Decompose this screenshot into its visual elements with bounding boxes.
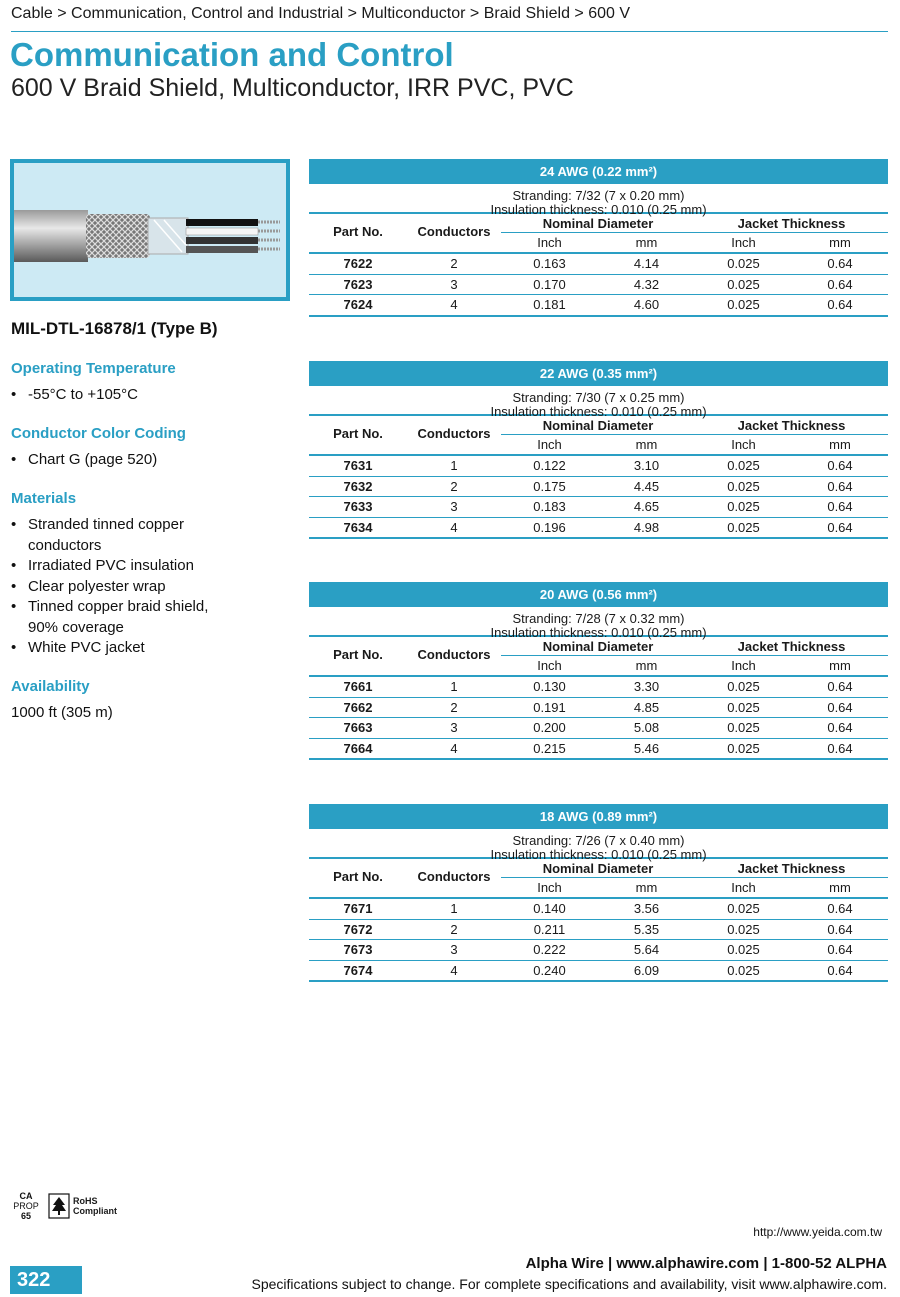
operating-temperature-item: • -55°C to +105°C xyxy=(11,386,138,403)
nominal-mm-cell: 5.64 xyxy=(633,942,660,957)
col-nominal-inch: Inch xyxy=(537,880,562,895)
jacket-inch-cell: 0.025 xyxy=(727,256,760,271)
conductors-cell: 3 xyxy=(450,276,458,292)
conductors-cell: 3 xyxy=(450,942,458,957)
nominal-inch-cell: 0.222 xyxy=(533,942,566,957)
materials-heading: Materials xyxy=(11,490,77,507)
table-row xyxy=(309,961,888,983)
header-divider xyxy=(501,655,888,656)
col-jacket-inch: Inch xyxy=(731,235,756,250)
jacket-mm-cell: 0.64 xyxy=(827,519,853,535)
spec-standard: MIL-DTL-16878/1 (Type B) xyxy=(11,319,218,338)
jacket-mm-cell: 0.64 xyxy=(827,679,853,694)
materials-item-continued: conductors xyxy=(28,537,102,554)
spec-table xyxy=(309,582,888,760)
insulation-text: Insulation thickness: 0.010 (0.25 mm) xyxy=(490,847,707,862)
col-jacket-mm: mm xyxy=(829,437,851,452)
stranding-text: Stranding: 7/28 (7 x 0.32 mm) xyxy=(512,611,685,626)
nominal-mm-cell: 3.56 xyxy=(633,901,660,916)
part-number-cell: 7671 xyxy=(343,901,373,916)
col-nominal-inch: Inch xyxy=(537,658,562,673)
jacket-inch-cell: 0.025 xyxy=(727,699,760,715)
nominal-inch-cell: 0.181 xyxy=(533,297,566,312)
part-number-cell: 7624 xyxy=(343,297,373,312)
jacket-inch-cell: 0.025 xyxy=(727,720,760,735)
table-info xyxy=(309,607,888,640)
nominal-mm-cell: 4.98 xyxy=(633,519,660,535)
col-nominal-diameter: Nominal Diameter xyxy=(542,216,654,231)
part-number-cell: 7631 xyxy=(343,458,373,473)
col-jacket-thickness: Jacket Thickness xyxy=(737,639,846,654)
table-row xyxy=(309,899,888,920)
conductors-cell: 4 xyxy=(450,519,458,535)
spec-table xyxy=(309,361,888,539)
color-coding-heading: Conductor Color Coding xyxy=(11,425,186,442)
jacket-mm-cell: 0.64 xyxy=(827,901,853,916)
jacket-mm-cell: 0.64 xyxy=(827,720,853,735)
nominal-inch-cell: 0.175 xyxy=(533,478,566,494)
table-row xyxy=(309,254,888,275)
table-row xyxy=(309,295,888,317)
breadcrumb: Cable > Communication, Control and Industrial > Multiconductor > Braid Shield > 600 V xyxy=(11,5,631,22)
part-number-cell: 7673 xyxy=(343,942,373,957)
materials-item: • Clear polyester wrap xyxy=(11,578,166,595)
table-column-headers xyxy=(309,637,888,677)
page-subtitle: 600 V Braid Shield, Multiconductor, IRR PVC, PVC xyxy=(11,74,574,102)
col-jacket-thickness: Jacket Thickness xyxy=(737,418,846,433)
col-conductors: Conductors xyxy=(417,869,491,884)
insulation-text: Insulation thickness: 0.010 (0.25 mm) xyxy=(490,202,707,217)
nominal-mm-cell: 4.65 xyxy=(633,499,660,514)
rohs-tree-icon xyxy=(48,1193,70,1219)
part-number-cell: 7663 xyxy=(343,720,373,735)
header-divider xyxy=(11,31,888,32)
col-jacket-inch: Inch xyxy=(731,437,756,452)
part-number-cell: 7674 xyxy=(343,962,373,978)
availability-heading: Availability xyxy=(11,678,90,695)
spec-table xyxy=(309,804,888,982)
stranding-text: Stranding: 7/32 (7 x 0.20 mm) xyxy=(512,188,685,203)
table-row xyxy=(309,940,888,961)
table-row xyxy=(309,677,888,698)
col-jacket-thickness: Jacket Thickness xyxy=(737,861,846,876)
materials-item-continued: 90% coverage xyxy=(28,619,124,636)
table-row xyxy=(309,518,888,540)
table-row xyxy=(309,456,888,477)
rohs-text: RoHS Compliant xyxy=(73,1196,117,1216)
col-jacket-inch: Inch xyxy=(731,658,756,673)
part-number-cell: 7634 xyxy=(343,519,373,535)
nominal-mm-cell: 5.46 xyxy=(633,740,660,756)
part-number-cell: 7662 xyxy=(343,699,373,715)
jacket-mm-cell: 0.64 xyxy=(827,458,853,473)
col-jacket-thickness: Jacket Thickness xyxy=(737,216,846,231)
part-number-cell: 7633 xyxy=(343,499,373,514)
conductors-cell: 2 xyxy=(450,921,458,937)
nominal-mm-cell: 4.60 xyxy=(633,297,660,312)
table-row xyxy=(309,477,888,498)
table-column-headers xyxy=(309,214,888,254)
operating-temperature-heading: Operating Temperature xyxy=(11,360,176,377)
jacket-mm-cell: 0.64 xyxy=(827,962,853,978)
conductors-cell: 4 xyxy=(450,962,458,978)
rohs-badge xyxy=(48,1193,118,1221)
jacket-mm-cell: 0.64 xyxy=(827,499,853,514)
nominal-inch-cell: 0.183 xyxy=(533,499,566,514)
stranding-text: Stranding: 7/26 (7 x 0.40 mm) xyxy=(512,833,685,848)
col-jacket-mm: mm xyxy=(829,235,851,250)
col-nominal-inch: Inch xyxy=(537,235,562,250)
nominal-mm-cell: 3.10 xyxy=(633,458,660,473)
page-number: 322 xyxy=(10,1266,82,1294)
table-gauge-header: 24 AWG (0.22 mm²) xyxy=(309,159,888,184)
nominal-inch-cell: 0.211 xyxy=(533,921,566,937)
col-conductors: Conductors xyxy=(417,224,491,239)
conductors-cell: 4 xyxy=(450,740,458,756)
nominal-inch-cell: 0.196 xyxy=(533,519,566,535)
jacket-inch-cell: 0.025 xyxy=(727,478,760,494)
spec-table xyxy=(309,159,888,317)
col-nominal-diameter: Nominal Diameter xyxy=(542,861,654,876)
conductors-cell: 3 xyxy=(450,720,458,735)
table-gauge-header: 22 AWG (0.35 mm²) xyxy=(309,361,888,386)
table-column-headers xyxy=(309,416,888,456)
jacket-inch-cell: 0.025 xyxy=(727,499,760,514)
jacket-inch-cell: 0.025 xyxy=(727,740,760,756)
jacket-inch-cell: 0.025 xyxy=(727,297,760,312)
conductors-cell: 2 xyxy=(450,256,458,271)
jacket-inch-cell: 0.025 xyxy=(727,276,760,292)
ca-prop65-badge: CA PROP 65 xyxy=(13,1191,39,1221)
nominal-inch-cell: 0.122 xyxy=(533,458,566,473)
insulation-text: Insulation thickness: 0.010 (0.25 mm) xyxy=(490,625,707,640)
col-nominal-mm: mm xyxy=(635,880,658,895)
nominal-mm-cell: 3.30 xyxy=(633,679,660,694)
col-jacket-mm: mm xyxy=(829,880,851,895)
part-number-cell: 7664 xyxy=(343,740,373,756)
part-number-cell: 7623 xyxy=(343,276,373,292)
nominal-mm-cell: 4.14 xyxy=(633,256,660,271)
jacket-mm-cell: 0.64 xyxy=(827,921,853,937)
jacket-mm-cell: 0.64 xyxy=(827,478,853,494)
nominal-mm-cell: 6.09 xyxy=(633,962,660,978)
jacket-inch-cell: 0.025 xyxy=(727,458,760,473)
jacket-mm-cell: 0.64 xyxy=(827,297,853,312)
nominal-inch-cell: 0.163 xyxy=(533,256,566,271)
conductors-cell: 4 xyxy=(450,297,458,312)
distributor-url: http://www.yeida.com.tw xyxy=(753,1225,882,1239)
nominal-mm-cell: 5.08 xyxy=(633,720,660,735)
table-gauge-header: 20 AWG (0.56 mm²) xyxy=(309,582,888,607)
col-part-no: Part No. xyxy=(333,426,383,441)
conductors-cell: 3 xyxy=(450,499,458,514)
nominal-mm-cell: 4.32 xyxy=(633,276,660,292)
col-nominal-mm: mm xyxy=(635,235,658,250)
nominal-inch-cell: 0.140 xyxy=(533,901,566,916)
insulation-text: Insulation thickness: 0.010 (0.25 mm) xyxy=(490,404,707,419)
col-nominal-diameter: Nominal Diameter xyxy=(542,418,654,433)
col-nominal-mm: mm xyxy=(635,658,658,673)
materials-item: • Stranded tinned copper xyxy=(11,516,184,533)
col-jacket-inch: Inch xyxy=(731,880,756,895)
cable-illustration xyxy=(10,159,290,301)
table-row xyxy=(309,739,888,761)
jacket-mm-cell: 0.64 xyxy=(827,942,853,957)
company-contact: Alpha Wire | www.alphawire.com | 1-800-52 ALPHA xyxy=(525,1255,887,1272)
nominal-inch-cell: 0.191 xyxy=(533,699,566,715)
part-number-cell: 7672 xyxy=(343,921,373,937)
header-divider xyxy=(501,232,888,233)
conductors-cell: 2 xyxy=(450,699,458,715)
stranding-text: Stranding: 7/30 (7 x 0.25 mm) xyxy=(512,390,685,405)
part-number-cell: 7661 xyxy=(343,679,373,694)
col-nominal-inch: Inch xyxy=(537,437,562,452)
header-divider xyxy=(501,877,888,878)
col-jacket-mm: mm xyxy=(829,658,851,673)
conductors-cell: 1 xyxy=(450,901,458,916)
jacket-inch-cell: 0.025 xyxy=(727,901,760,916)
nominal-inch-cell: 0.215 xyxy=(533,740,566,756)
jacket-mm-cell: 0.64 xyxy=(827,276,853,292)
table-gauge-header: 18 AWG (0.89 mm²) xyxy=(309,804,888,829)
table-row xyxy=(309,718,888,739)
conductors-cell: 1 xyxy=(450,679,458,694)
color-coding-item: • Chart G (page 520) xyxy=(11,451,158,468)
table-row xyxy=(309,920,888,941)
col-nominal-mm: mm xyxy=(635,437,658,452)
conductors-cell: 2 xyxy=(450,478,458,494)
nominal-mm-cell: 5.35 xyxy=(633,921,660,937)
page-title: Communication and Control xyxy=(10,36,454,73)
availability-text: 1000 ft (305 m) xyxy=(11,704,113,721)
cable-drawing xyxy=(14,163,286,297)
nominal-inch-cell: 0.170 xyxy=(533,276,566,292)
col-part-no: Part No. xyxy=(333,224,383,239)
table-row xyxy=(309,275,888,296)
jacket-inch-cell: 0.025 xyxy=(727,519,760,535)
disclaimer: Specifications subject to change. For complete specifications and availability, visit www.alphawire.com. xyxy=(251,1276,887,1292)
col-part-no: Part No. xyxy=(333,647,383,662)
table-info xyxy=(309,829,888,862)
nominal-inch-cell: 0.240 xyxy=(533,962,566,978)
table-info xyxy=(309,386,888,419)
materials-item: • Tinned copper braid shield, xyxy=(11,598,209,615)
conductors-cell: 1 xyxy=(450,458,458,473)
table-row xyxy=(309,698,888,719)
nominal-mm-cell: 4.85 xyxy=(633,699,660,715)
nominal-mm-cell: 4.45 xyxy=(633,478,660,494)
col-part-no: Part No. xyxy=(333,869,383,884)
jacket-mm-cell: 0.64 xyxy=(827,740,853,756)
jacket-inch-cell: 0.025 xyxy=(727,962,760,978)
jacket-mm-cell: 0.64 xyxy=(827,699,853,715)
jacket-inch-cell: 0.025 xyxy=(727,679,760,694)
nominal-inch-cell: 0.200 xyxy=(533,720,566,735)
jacket-inch-cell: 0.025 xyxy=(727,921,760,937)
col-conductors: Conductors xyxy=(417,647,491,662)
part-number-cell: 7622 xyxy=(343,256,373,271)
col-nominal-diameter: Nominal Diameter xyxy=(542,639,654,654)
jacket-inch-cell: 0.025 xyxy=(727,942,760,957)
part-number-cell: 7632 xyxy=(343,478,373,494)
col-conductors: Conductors xyxy=(417,426,491,441)
table-row xyxy=(309,497,888,518)
table-column-headers xyxy=(309,859,888,899)
nominal-inch-cell: 0.130 xyxy=(533,679,566,694)
materials-item: • Irradiated PVC insulation xyxy=(11,557,194,574)
header-divider xyxy=(501,434,888,435)
jacket-mm-cell: 0.64 xyxy=(827,256,853,271)
table-info xyxy=(309,184,888,217)
materials-item: • White PVC jacket xyxy=(11,639,145,656)
